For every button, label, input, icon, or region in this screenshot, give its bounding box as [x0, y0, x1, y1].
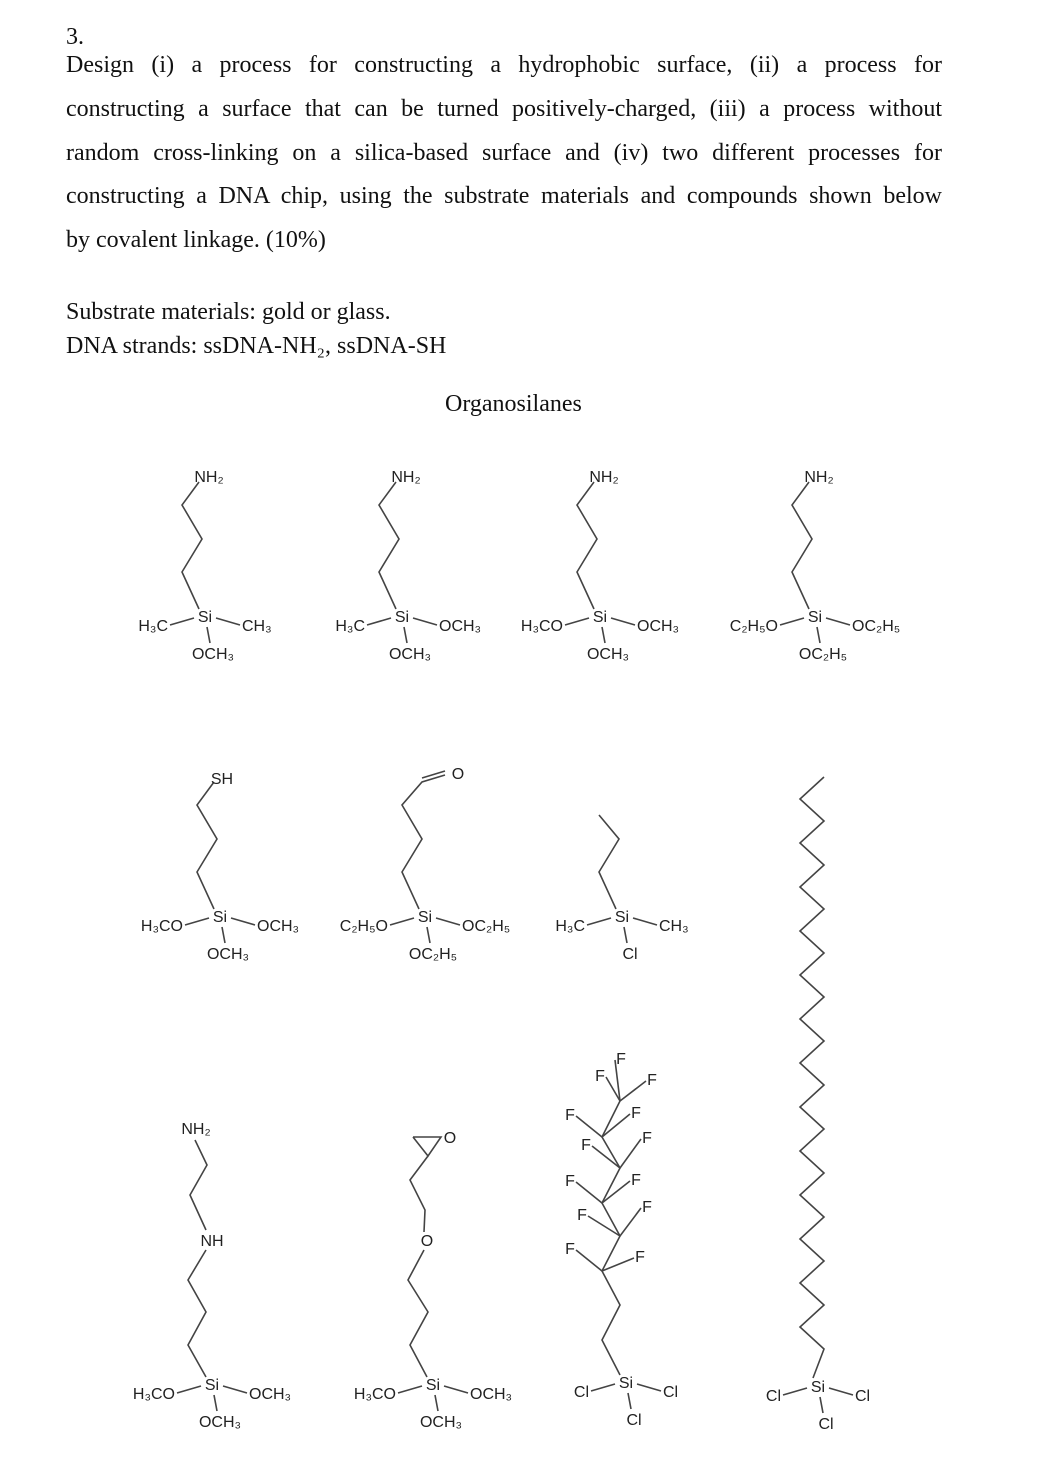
amine-label: NH₂ [181, 1121, 211, 1138]
bond [188, 1250, 206, 1377]
substituent-right: OC₂H₅ [852, 618, 901, 635]
bond [216, 618, 240, 625]
substituent-right: OCH₃ [470, 1386, 513, 1403]
alkyl-chain [800, 777, 824, 1378]
fluorine-label: F [565, 1107, 575, 1124]
bond [367, 618, 391, 625]
bond [197, 782, 217, 909]
amine-label: NH₂ [804, 469, 834, 486]
question-line: by covalent linkage. (10%) [66, 227, 326, 253]
fluorine-label: F [565, 1241, 575, 1258]
bond [398, 1386, 422, 1393]
substituent-right: OCH₃ [637, 618, 680, 635]
substituent-right: Cl [855, 1388, 871, 1405]
question-number: 3. [66, 24, 84, 50]
aldehyde-oxygen-label: O [451, 766, 465, 783]
substituent-right: CH₃ [242, 618, 272, 635]
substituent-left: H₃CO [140, 918, 183, 935]
bond [611, 618, 635, 625]
bond [170, 618, 194, 625]
bond [410, 1156, 428, 1232]
substituent-bottom: OCH₃ [388, 646, 432, 663]
substrate-materials: Substrate materials: gold or glass. [66, 299, 391, 325]
bond [829, 1388, 853, 1395]
bond [633, 918, 657, 925]
bond [223, 1386, 247, 1393]
silicon-label: Si [618, 1375, 634, 1392]
amine-label: NH₂ [391, 469, 421, 486]
bond [231, 918, 255, 925]
c-f-bond [602, 1114, 630, 1137]
bond [177, 1386, 201, 1393]
substituent-bottom: OC₂H₅ [408, 946, 458, 963]
question-line: constructing a DNA chip, using the substrate materials and compounds shown below [66, 183, 942, 209]
bond [783, 1388, 807, 1395]
ether-oxygen-label: O [420, 1233, 434, 1250]
substituent-bottom: OCH₃ [206, 946, 250, 963]
bond [826, 618, 850, 625]
c-f-bond [620, 1139, 641, 1168]
substituent-bottom: OCH₃ [419, 1414, 463, 1431]
bond [817, 627, 820, 643]
amine-label: NH [200, 1233, 224, 1250]
substituent-right: OC₂H₅ [462, 918, 511, 935]
fluorine-label: F [631, 1105, 641, 1122]
substituent-left: H₃CO [132, 1386, 175, 1403]
bond [408, 1250, 428, 1377]
substituent-right: OCH₃ [249, 1386, 292, 1403]
substituent-right: OCH₃ [257, 918, 300, 935]
bond [435, 1395, 438, 1411]
bond [444, 1386, 468, 1393]
question-line: Design (i) a process for constructing a hydrophobic surface, (ii) a process for [66, 52, 942, 78]
bond [577, 482, 597, 609]
fluorine-label: F [642, 1130, 652, 1147]
fluorine-label: F [642, 1199, 652, 1216]
fluorine-label: F [631, 1172, 641, 1189]
organosilanes-heading: Organosilanes [445, 391, 582, 417]
silicon-label: Si [425, 1377, 441, 1394]
bond [190, 1140, 207, 1230]
c-f-bond [576, 1182, 602, 1203]
amine-label: NH₂ [589, 469, 619, 486]
substituent-left: Cl [573, 1384, 589, 1401]
substituent-bottom: Cl [818, 1416, 834, 1433]
bond [390, 918, 414, 925]
c-f-bond [576, 1116, 602, 1137]
silicon-label: Si [212, 909, 228, 926]
fluorine-label: F [581, 1137, 591, 1154]
silicon-label: Si [614, 909, 630, 926]
bond [207, 627, 210, 643]
silicon-label: Si [810, 1379, 826, 1396]
fluorine-label: F [616, 1051, 626, 1068]
silicon-label: Si [807, 609, 823, 626]
substituent-bottom: OCH₃ [586, 646, 630, 663]
substituent-left: H₃CO [353, 1386, 396, 1403]
bond [185, 918, 209, 925]
bond [427, 927, 430, 943]
bond [436, 918, 460, 925]
silicon-label: Si [394, 609, 410, 626]
substituent-right: Cl [663, 1384, 679, 1401]
bond [624, 927, 627, 943]
substituent-left: H₃C [335, 618, 365, 635]
silicon-label: Si [592, 609, 608, 626]
substituent-left: H₃C [138, 618, 168, 635]
c-f-bond [602, 1181, 630, 1203]
c-f-bond [620, 1081, 646, 1101]
question-line: constructing a surface that can be turned positively-charged, (iii) a process without [66, 96, 942, 122]
substituent-left: C₂H₅O [339, 918, 388, 935]
c-f-bond [620, 1208, 641, 1236]
bond [628, 1393, 631, 1409]
fluorine-label: F [565, 1173, 575, 1190]
substituent-left: H₃CO [520, 618, 563, 635]
bond [413, 618, 437, 625]
substituent-right: OCH₃ [439, 618, 482, 635]
silicon-label: Si [197, 609, 213, 626]
silicon-label: Si [417, 909, 433, 926]
substituent-right: CH₃ [659, 918, 689, 935]
substituent-left: C₂H₅O [729, 618, 778, 635]
substituent-bottom: Cl [626, 1412, 642, 1429]
question-line: random cross-linking on a silica-based surface and (iv) two different processes for [66, 140, 942, 166]
bond [404, 627, 407, 643]
epoxide-ring [413, 1137, 441, 1156]
bond [222, 927, 225, 943]
bond [780, 618, 804, 625]
substituent-bottom: OCH₃ [198, 1414, 242, 1431]
fluorine-label: F [635, 1249, 645, 1266]
fluorine-label: F [577, 1207, 587, 1224]
dna-strands: DNA strands: ssDNA-NH₂, ssDNA-SH [66, 333, 447, 359]
bond [792, 482, 812, 609]
bond [379, 482, 399, 609]
bond [422, 771, 445, 778]
bond [637, 1384, 661, 1391]
substituent-left: H₃C [555, 918, 585, 935]
amine-label: NH₂ [194, 469, 224, 486]
fluorine-label: F [595, 1068, 605, 1085]
c-f-bond [576, 1250, 602, 1271]
silicon-label: Si [204, 1377, 220, 1394]
substituent-bottom: OCH₃ [191, 646, 235, 663]
bond [820, 1397, 823, 1413]
c-f-bond [592, 1146, 620, 1168]
substituent-bottom: Cl [622, 946, 638, 963]
fluorine-label: F [647, 1072, 657, 1089]
bond [565, 618, 589, 625]
epoxide-oxygen-label: O [443, 1130, 457, 1147]
substituent-bottom: OC₂H₅ [798, 646, 848, 663]
bond [402, 775, 445, 909]
bond [602, 627, 605, 643]
fluoroalkyl-chain [602, 1101, 620, 1375]
bond [591, 1384, 615, 1391]
bond [182, 482, 202, 609]
substituent-left: Cl [765, 1388, 781, 1405]
thiol-label: SH [210, 771, 234, 788]
bond [587, 918, 611, 925]
bond [599, 815, 619, 909]
bond [214, 1395, 217, 1411]
